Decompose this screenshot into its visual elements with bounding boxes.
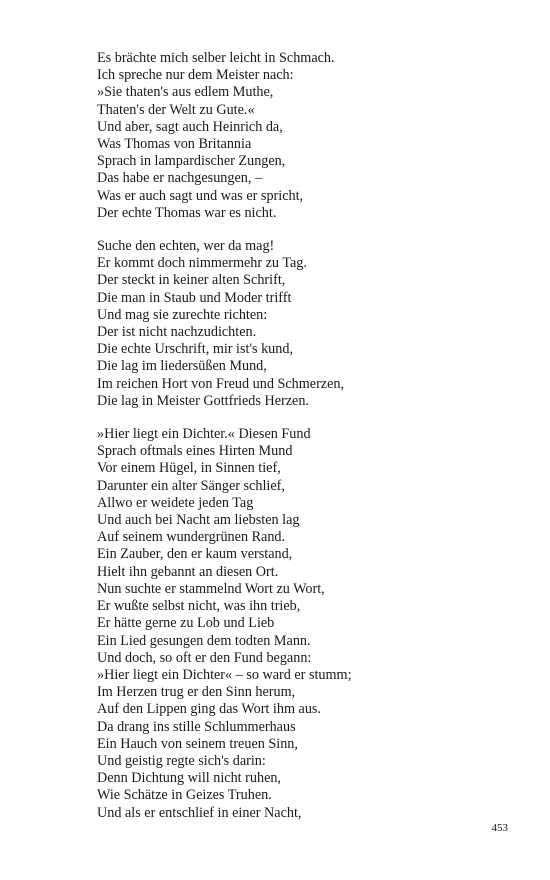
poem-text (97, 50, 517, 822)
poem-line: »Hier liegt ein Dichter.« Diesen Fund (97, 426, 311, 443)
poem-line: Und doch, so oft er den Fund begann: (97, 649, 312, 666)
poem-line: Er wußte selbst nicht, was ihn trieb, (97, 598, 301, 615)
poem-line: Und mag sie zurechte richten: (97, 306, 268, 323)
poem-line: Und als er entschlief in einer Nacht, (97, 804, 302, 821)
poem-line: Nun suchte er stammelnd Wort zu Wort, (97, 580, 325, 597)
stanza-3 (97, 426, 517, 822)
poem-line: Was Thomas von Britannia (97, 136, 252, 153)
poem-line: Allwo er weidete jeden Tag (97, 494, 254, 511)
poem-line: Der steckt in keiner alten Schrift, (97, 272, 286, 289)
poem-line: Auf seinem wundergrünen Rand. (97, 529, 286, 546)
poem-line: Wie Schätze in Geizes Truhen. (97, 787, 272, 804)
poem-line: »Hier liegt ein Dichter« – so ward er stumm; (97, 666, 352, 683)
poem-line: Es brächte mich selber leicht in Schmach. (97, 50, 335, 66)
poem-line: Die man in Staub und Moder trifft (97, 289, 292, 306)
stanza-1 (97, 50, 517, 222)
page-number: 453 (491, 822, 508, 834)
poem-line: Sprach in lampardischer Zungen, (97, 153, 286, 170)
poem-line: Was er auch sagt und was er spricht, (97, 187, 304, 204)
poem-line: Im Herzen trug er den Sinn herum, (97, 684, 296, 701)
poem-line: Auf den Lippen ging das Wort ihm aus. (97, 701, 321, 718)
poem-line: Die lag in Meister Gottfrieds Herzen. (97, 392, 309, 409)
poem-line: Suche den echten, wer da mag! (97, 238, 275, 255)
poem-line: Sprach oftmals eines Hirten Mund (97, 443, 293, 460)
poem-line: Und auch bei Nacht am liebsten lag (97, 512, 300, 529)
poem-line: Thaten's der Welt zu Gute.« (97, 101, 255, 118)
poem-line: Im reichen Hort von Freud und Schmerzen, (97, 375, 345, 392)
poem-line: Vor einem Hügel, in Sinnen tief, (97, 460, 281, 477)
stanza-2 (97, 238, 517, 410)
poem-line: Das habe er nachgesungen, – (97, 170, 263, 187)
poem-line: Er kommt doch nimmermehr zu Tag. (97, 255, 307, 272)
poem-line: »Sie thaten's aus edlem Muthe, (97, 84, 274, 101)
poem-line: Der echte Thomas war es nicht. (97, 204, 277, 221)
poem-line: Darunter ein alter Sänger schlief, (97, 477, 285, 494)
poem-line: Denn Dichtung will nicht ruhen, (97, 770, 282, 787)
poem-line: Und aber, sagt auch Heinrich da, (97, 118, 283, 135)
poem-line: Die lag im liedersüßen Mund, (97, 358, 267, 375)
poem-line: Da drang ins stille Schlummerhaus (97, 718, 296, 735)
poem-line: Hielt ihn gebannt an diesen Ort. (97, 563, 279, 580)
poem-line: Ein Lied gesungen dem todten Mann. (97, 632, 311, 649)
poem-line: Ein Zauber, den er kaum verstand, (97, 546, 293, 563)
poem-line: Der ist nicht nachzudichten. (97, 324, 257, 341)
poem-line: Er hätte gerne zu Lob und Lieb (97, 615, 275, 632)
poem-line: Ein Hauch von seinem treuen Sinn, (97, 735, 298, 752)
poem-line: Ich spreche nur dem Meister nach: (97, 67, 294, 84)
poem-line: Die echte Urschrift, mir ist's kund, (97, 341, 294, 358)
poem-line: Und geistig regte sich's darin: (97, 752, 266, 769)
